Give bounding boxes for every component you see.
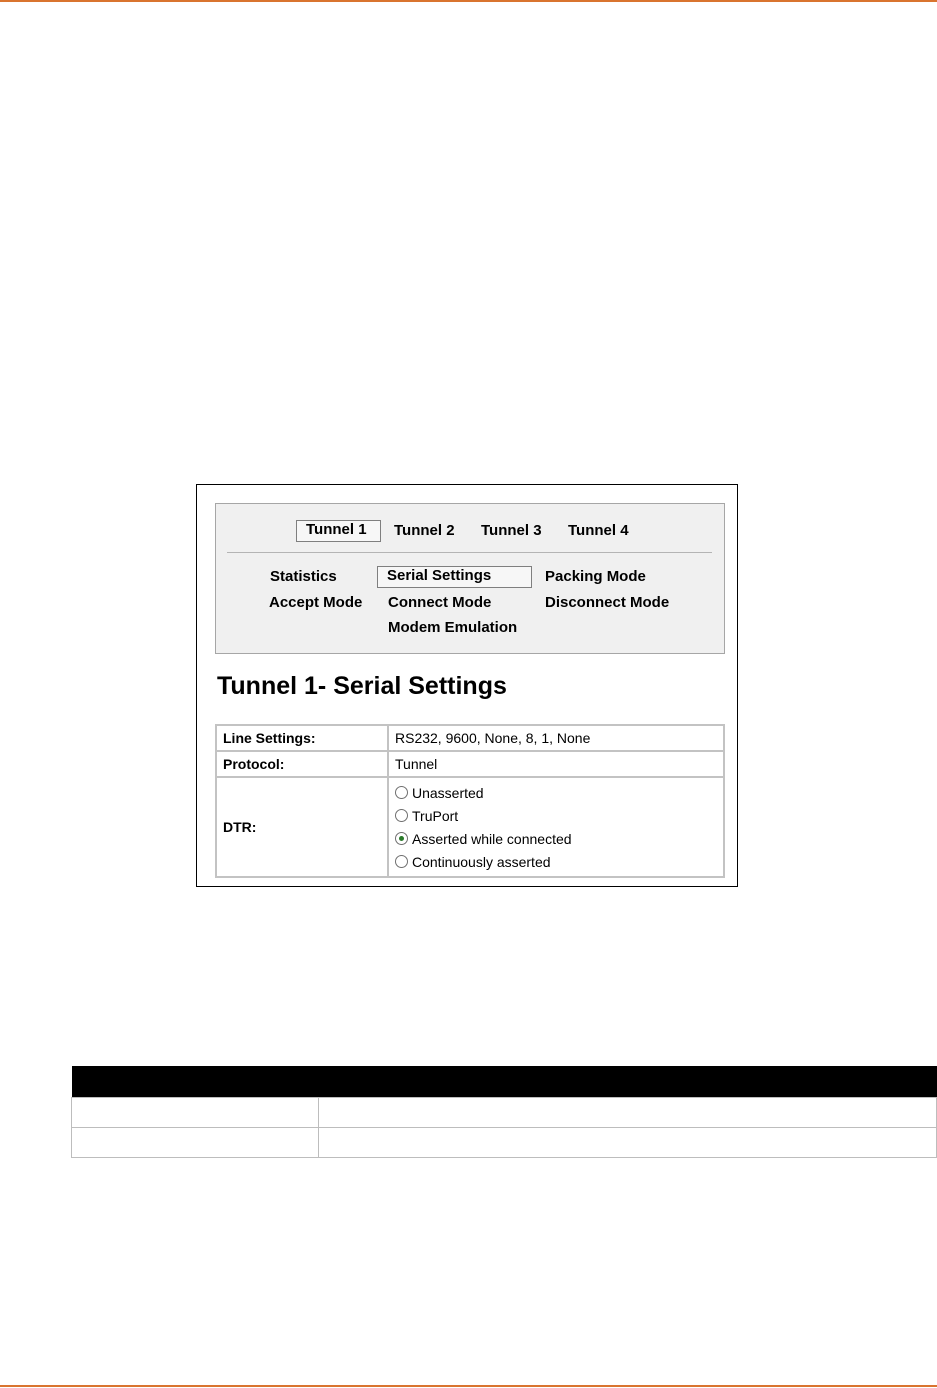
tunnel-serial-settings-screenshot xyxy=(196,484,738,887)
dtr-option-label: Continuously asserted xyxy=(412,853,551,870)
menu-serial-settings[interactable]: Serial Settings xyxy=(377,566,532,588)
table-header-row xyxy=(72,1066,937,1098)
line-settings-value: RS232, 9600, None, 8, 1, None xyxy=(388,725,724,751)
table-row xyxy=(216,725,724,751)
menu-statistics[interactable]: Statistics xyxy=(270,568,337,585)
protocol-value: Tunnel xyxy=(388,751,724,777)
dtr-option-truport[interactable] xyxy=(395,804,717,827)
table-cell xyxy=(319,1128,937,1158)
menu-packing-mode[interactable]: Packing Mode xyxy=(545,568,646,585)
dtr-option-unasserted[interactable] xyxy=(395,781,717,804)
dtr-option-label: Asserted while connected xyxy=(412,830,572,847)
protocol-label: Protocol: xyxy=(216,751,388,777)
dtr-option-asserted-while-connected[interactable] xyxy=(395,827,717,850)
top-rule xyxy=(0,0,937,2)
radio-unchecked-icon[interactable] xyxy=(395,809,408,822)
radio-checked-icon[interactable] xyxy=(395,832,408,845)
menu-accept-mode[interactable]: Accept Mode xyxy=(269,594,363,611)
dtr-label: DTR: xyxy=(216,777,388,877)
line-settings-label: Line Settings: xyxy=(216,725,388,751)
serial-settings-table xyxy=(215,724,725,878)
tab-tunnel-2[interactable]: Tunnel 2 xyxy=(394,522,455,539)
dtr-options xyxy=(388,777,724,877)
dtr-option-label: Unasserted xyxy=(412,784,484,801)
table-cell xyxy=(72,1128,319,1158)
table-cell xyxy=(72,1098,319,1128)
tab-tunnel-1[interactable]: Tunnel 1 xyxy=(296,520,381,542)
menu-connect-mode[interactable]: Connect Mode xyxy=(388,594,492,611)
dtr-option-continuously-asserted[interactable] xyxy=(395,850,717,873)
tab-tunnel-4[interactable]: Tunnel 4 xyxy=(568,522,629,539)
table-header-cell xyxy=(72,1066,319,1098)
table-row xyxy=(72,1128,937,1158)
menu-disconnect-mode[interactable]: Disconnect Mode xyxy=(545,594,670,611)
table-row xyxy=(216,751,724,777)
menu-modem-emulation[interactable]: Modem Emulation xyxy=(388,619,518,636)
page-title: Tunnel 1- Serial Settings xyxy=(217,672,507,700)
table-row xyxy=(72,1098,937,1128)
radio-unchecked-icon[interactable] xyxy=(395,786,408,799)
table-cell xyxy=(319,1098,937,1128)
tunnel-nav-panel xyxy=(215,503,725,654)
radio-unchecked-icon[interactable] xyxy=(395,855,408,868)
tab-tunnel-3[interactable]: Tunnel 3 xyxy=(481,522,542,539)
table-row xyxy=(216,777,724,877)
settings-description-table xyxy=(71,1066,937,1158)
nav-divider xyxy=(227,552,712,553)
table-header-cell xyxy=(319,1066,937,1098)
dtr-option-label: TruPort xyxy=(412,807,459,824)
bottom-rule xyxy=(0,1385,937,1387)
